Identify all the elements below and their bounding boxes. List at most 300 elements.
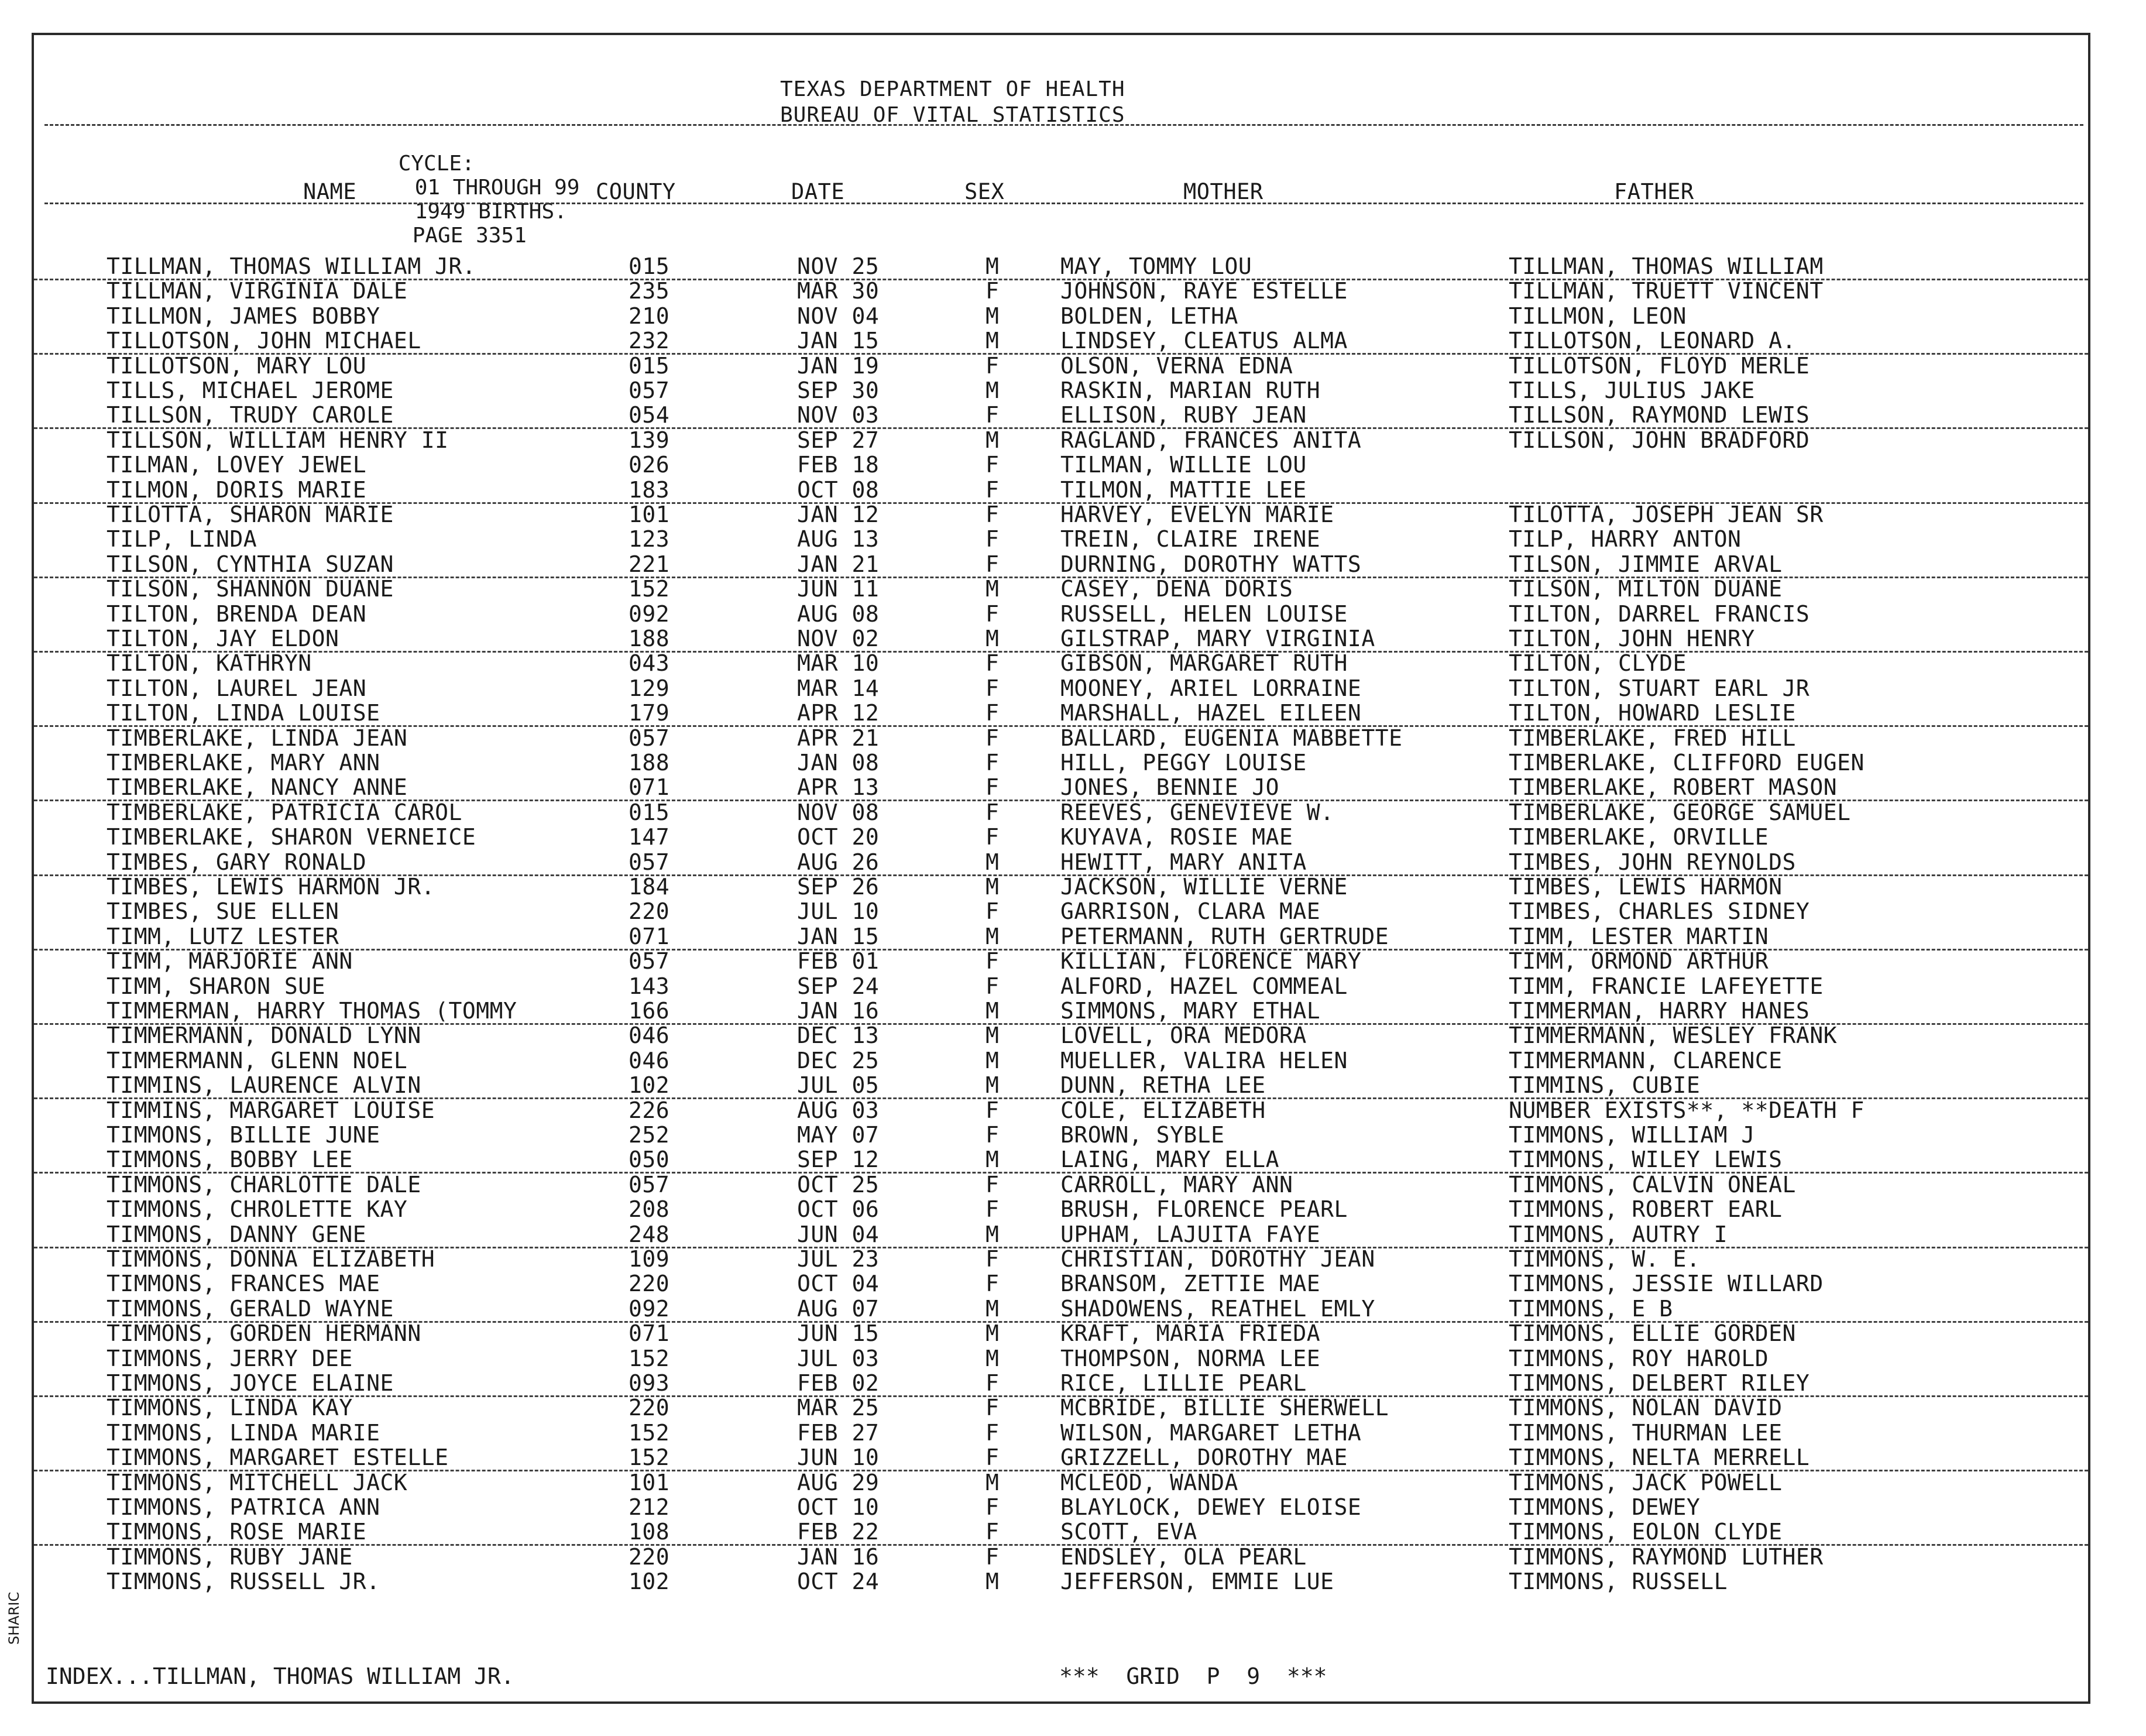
table-row	[34, 924, 2088, 951]
cycle-value: 01 THROUGH 99	[414, 176, 580, 200]
cell-name: TIMMINS, MARGARET LOUISE	[107, 1097, 435, 1123]
cell-name: TIMMONS, ROSE MARIE	[107, 1519, 367, 1545]
cell-name: TIMBERLAKE, SHARON VERNEICE	[107, 824, 476, 850]
table-row	[34, 626, 2088, 653]
cell-date: APR 13	[797, 774, 880, 801]
cell-mother: LAING, MARY ELLA	[1060, 1147, 1280, 1173]
cell-date: SEP 12	[797, 1147, 880, 1173]
cell-mother: RUSSELL, HELEN LOUISE	[1060, 601, 1348, 627]
cell-name: TILTON, BRENDA DEAN	[107, 601, 367, 627]
cell-father: TIMMONS, JESSIE WILLARD	[1509, 1271, 1824, 1297]
cell-name: TIMMONS, GERALD WAYNE	[107, 1295, 394, 1322]
table-row	[34, 949, 2088, 973]
cell-name: TIMMONS, BOBBY LEE	[107, 1147, 353, 1173]
cell-mother: GILSTRAP, MARY VIRGINIA	[1060, 626, 1375, 651]
cell-date: JUL 10	[797, 898, 880, 925]
cell-name: TIMBES, SUE ELLEN	[107, 898, 339, 925]
cell-name: TIMMONS, CHARLOTTE DALE	[107, 1171, 421, 1198]
cell-name: TILLMON, JAMES BOBBY	[107, 303, 380, 329]
cell-father: TIMM, LESTER MARTIN	[1509, 923, 1769, 949]
cell-name: TIMMONS, LINDA MARIE	[107, 1419, 380, 1446]
cell-county: 046	[629, 1047, 670, 1073]
cell-name: TIMMONS, LINDA KAY	[107, 1395, 353, 1421]
cell-sex: M	[986, 1072, 1000, 1099]
cell-date: JAN 12	[797, 502, 880, 527]
cell-county: 143	[629, 973, 670, 999]
cell-father: TIMMONS, EOLON CLYDE	[1509, 1519, 1783, 1545]
cell-county: 046	[629, 1023, 670, 1049]
cell-name: TIMMONS, MARGARET ESTELLE	[107, 1445, 449, 1471]
cell-name: TIMMONS, JOYCE ELAINE	[107, 1370, 394, 1396]
cell-county: 184	[629, 874, 670, 900]
cell-name: TILLSON, WILLIAM HENRY II	[107, 427, 449, 453]
cell-sex: M	[986, 849, 1000, 875]
table-row	[34, 1098, 2088, 1123]
cell-father: TIMMERMAN, HARRY HANES	[1509, 998, 1810, 1024]
cell-county: 235	[629, 278, 670, 304]
cell-name: TIMMONS, FRANCES MAE	[107, 1271, 380, 1297]
cell-father: TIMBES, LEWIS HARMON	[1509, 874, 1783, 900]
cell-sex: M	[986, 1569, 1000, 1595]
col-sex: SEX	[964, 179, 1005, 204]
table-row	[34, 1371, 2088, 1397]
cell-county: 071	[629, 923, 670, 949]
cell-date: NOV 25	[797, 253, 880, 279]
table-row	[34, 1073, 2088, 1099]
table-row	[34, 279, 2088, 303]
cell-sex: F	[986, 799, 1000, 825]
cell-sex: F	[986, 502, 1000, 527]
cell-father: TIMBES, JOHN REYNOLDS	[1509, 849, 1796, 875]
cell-name: TIMBERLAKE, PATRICIA CAROL	[107, 799, 462, 825]
cell-name: TIMMONS, JERRY DEE	[107, 1345, 353, 1371]
cell-father: TIMMONS, ROY HAROLD	[1509, 1345, 1769, 1371]
cell-county: 220	[629, 1395, 670, 1421]
cell-father: TIMMONS, WILEY LEWIS	[1509, 1147, 1783, 1173]
cell-mother: BRUSH, FLORENCE PEARL	[1060, 1196, 1348, 1223]
cell-date: SEP 24	[797, 973, 880, 999]
cell-county: 129	[629, 675, 670, 701]
cell-mother: JACKSON, WILLIE VERNE	[1060, 874, 1348, 900]
cell-mother: SIMMONS, MARY ETHAL	[1060, 998, 1321, 1024]
cell-mother: BLAYLOCK, DEWEY ELOISE	[1060, 1494, 1362, 1520]
cell-mother: BOLDEN, LETHA	[1060, 303, 1238, 329]
cell-mother: KUYAVA, ROSIE MAE	[1060, 824, 1293, 850]
table-row	[34, 527, 2088, 551]
cell-date: MAY 07	[797, 1122, 880, 1148]
cell-county: 188	[629, 626, 670, 651]
cell-mother: COLE, ELIZABETH	[1060, 1097, 1266, 1123]
report-sheet	[32, 33, 2090, 1704]
cell-county: 015	[629, 253, 670, 279]
cell-sex: M	[986, 626, 1000, 651]
cell-county: 179	[629, 700, 670, 726]
cell-name: TIMM, SHARON SUE	[107, 973, 326, 999]
cell-mother: HILL, PEGGY LOUISE	[1060, 750, 1307, 776]
footer-grid: *** GRID P 9 ***	[1059, 1663, 1327, 1689]
cell-sex: M	[986, 378, 1000, 403]
cell-father: TIMMONS, DEWEY	[1509, 1494, 1701, 1520]
table-row	[34, 577, 2088, 601]
cell-name: TILSON, CYNTHIA SUZAN	[107, 551, 394, 577]
table-row	[34, 1197, 2088, 1222]
cell-sex: F	[986, 526, 1000, 553]
cell-date: JUN 04	[797, 1221, 880, 1247]
cell-county: 109	[629, 1246, 670, 1272]
cell-mother: SHADOWENS, REATHEL EMLY	[1060, 1295, 1375, 1322]
cell-father: TIMMONS, WILLIAM J	[1509, 1122, 1755, 1148]
cell-name: TILTON, JAY ELDON	[107, 626, 339, 651]
cell-date: OCT 20	[797, 824, 880, 850]
cell-mother: PETERMANN, RUTH GERTRUDE	[1060, 923, 1389, 949]
cell-father: TILLS, JULIUS JAKE	[1509, 378, 1755, 403]
cell-mother: KRAFT, MARIA FRIEDA	[1060, 1320, 1321, 1347]
cell-name: TILMAN, LOVEY JEWEL	[107, 452, 367, 478]
cell-county: 057	[629, 725, 670, 751]
cell-mother: ENDSLEY, OLA PEARL	[1060, 1543, 1307, 1570]
cell-county: 102	[629, 1072, 670, 1099]
cell-county: 108	[629, 1519, 670, 1545]
table-row	[34, 676, 2088, 701]
cell-father: TIMBERLAKE, FRED HILL	[1509, 725, 1796, 751]
cell-sex: F	[986, 1370, 1000, 1396]
table-row	[34, 552, 2088, 578]
cell-mother: BRANSOM, ZETTIE MAE	[1060, 1271, 1321, 1297]
cell-mother: OLSON, VERNA EDNA	[1060, 352, 1293, 379]
cell-county: 015	[629, 352, 670, 379]
cell-date: DEC 13	[797, 1023, 880, 1049]
cell-mother: TREIN, CLAIRE IRENE	[1060, 526, 1321, 553]
cell-date: NOV 08	[797, 799, 880, 825]
table-row	[34, 378, 2088, 403]
table-row	[34, 1296, 2088, 1323]
cell-name: TIMMERMANN, DONALD LYNN	[107, 1023, 421, 1049]
cell-mother: LINDSEY, CLEATUS ALMA	[1060, 328, 1348, 354]
cell-date: JUN 10	[797, 1445, 880, 1471]
cell-county: 139	[629, 427, 670, 453]
cell-date: FEB 22	[797, 1519, 880, 1545]
cell-county: 152	[629, 576, 670, 602]
cell-father: TILTON, DARREL FRANCIS	[1509, 601, 1810, 627]
cell-name: TIMBES, GARY RONALD	[107, 849, 367, 875]
cycle-label: CYCLE:	[398, 152, 475, 176]
cell-county: 248	[629, 1221, 670, 1247]
cell-father: TIMM, FRANCIE LAFEYETTE	[1509, 973, 1824, 999]
cell-sex: F	[986, 824, 1000, 850]
cell-date: MAR 30	[797, 278, 880, 304]
cell-county: 101	[629, 1469, 670, 1495]
cell-mother: SCOTT, EVA	[1060, 1519, 1197, 1545]
cell-county: 226	[629, 1097, 670, 1123]
cell-date: OCT 04	[797, 1271, 880, 1297]
cell-sex: M	[986, 576, 1000, 602]
cell-county: 092	[629, 1295, 670, 1322]
cell-sex: F	[986, 352, 1000, 379]
cell-date: AUG 26	[797, 849, 880, 875]
table-row	[34, 750, 2088, 775]
cell-father: TIMMONS, RAYMOND LUTHER	[1509, 1543, 1824, 1570]
cell-name: TILLMAN, THOMAS WILLIAM JR.	[107, 253, 476, 279]
col-father: FATHER	[1614, 179, 1694, 204]
cell-name: TILP, LINDA	[107, 526, 257, 553]
cell-county: 183	[629, 476, 670, 503]
cell-sex: M	[986, 1345, 1000, 1371]
cell-county: 071	[629, 774, 670, 801]
cell-father: TIMM, ORMOND ARTHUR	[1509, 948, 1769, 975]
cell-sex: F	[986, 402, 1000, 428]
cell-county: 057	[629, 948, 670, 975]
table-row	[34, 1545, 2088, 1569]
cell-county: 057	[629, 1171, 670, 1198]
cell-father: TILTON, STUART EARL JR	[1509, 675, 1810, 701]
cell-sex: F	[986, 1171, 1000, 1198]
cell-name: TIMMONS, PATRICA ANN	[107, 1494, 380, 1520]
cell-date: SEP 27	[797, 427, 880, 453]
cell-father: TILTON, CLYDE	[1509, 650, 1687, 677]
cell-sex: F	[986, 1519, 1000, 1545]
cell-mother: ELLISON, RUBY JEAN	[1060, 402, 1307, 428]
cell-sex: F	[986, 1122, 1000, 1148]
cell-county: 220	[629, 1543, 670, 1570]
cell-county: 221	[629, 551, 670, 577]
cell-county: 071	[629, 1320, 670, 1347]
cell-father: TIMMONS, NELTA MERRELL	[1509, 1445, 1810, 1471]
cell-name: TIMM, LUTZ LESTER	[107, 923, 339, 949]
cell-county: 057	[629, 849, 670, 875]
cell-mother: WILSON, MARGARET LETHA	[1060, 1419, 1362, 1446]
cell-sex: F	[986, 750, 1000, 776]
cell-date: DEC 25	[797, 1047, 880, 1073]
cell-name: TILLOTSON, JOHN MICHAEL	[107, 328, 421, 354]
cell-sex: F	[986, 1097, 1000, 1123]
cell-date: JUN 11	[797, 576, 880, 602]
cell-county: 092	[629, 601, 670, 627]
cell-sex: M	[986, 328, 1000, 354]
cell-date: OCT 10	[797, 1494, 880, 1520]
table-row	[34, 328, 2088, 355]
cell-father: NUMBER EXISTS**, **DEATH F	[1509, 1097, 1865, 1123]
cell-date: AUG 03	[797, 1097, 880, 1123]
cell-name: TIMBERLAKE, MARY ANN	[107, 750, 380, 776]
table-row	[34, 502, 2088, 527]
cell-sex: M	[986, 923, 1000, 949]
cell-county: 220	[629, 1271, 670, 1297]
cell-mother: HARVEY, EVELYN MARIE	[1060, 502, 1334, 527]
cell-sex: M	[986, 1147, 1000, 1173]
cell-sex: F	[986, 1395, 1000, 1421]
header-agency: TEXAS DEPARTMENT OF HEALTH	[780, 77, 1125, 101]
cell-name: TIMMONS, GORDEN HERMANN	[107, 1320, 421, 1347]
cell-county: 152	[629, 1419, 670, 1446]
table-row	[34, 800, 2088, 825]
cell-mother: LOVELL, ORA MEDORA	[1060, 1023, 1307, 1049]
cell-sex: M	[986, 1295, 1000, 1322]
cell-county: 123	[629, 526, 670, 553]
cell-date: NOV 04	[797, 303, 880, 329]
cell-date: FEB 01	[797, 948, 880, 975]
cell-date: JUL 03	[797, 1345, 880, 1371]
table-row	[34, 1247, 2088, 1271]
cell-father: TIMBERLAKE, GEORGE SAMUEL	[1509, 799, 1851, 825]
cell-date: MAR 25	[797, 1395, 880, 1421]
cell-sex: F	[986, 650, 1000, 677]
cell-sex: F	[986, 675, 1000, 701]
table-row	[34, 775, 2088, 801]
cell-name: TILTON, LAUREL JEAN	[107, 675, 367, 701]
cell-father: TILLSON, JOHN BRADFORD	[1509, 427, 1810, 453]
cell-father: TILSON, JIMMIE ARVAL	[1509, 551, 1783, 577]
cell-sex: M	[986, 253, 1000, 279]
cell-mother: JOHNSON, RAYE ESTELLE	[1060, 278, 1348, 304]
table-row	[34, 1519, 2088, 1546]
births-label: 1949 BIRTHS.	[414, 200, 567, 224]
cell-county: 057	[629, 378, 670, 403]
cell-name: TILMON, DORIS MARIE	[107, 476, 367, 503]
cell-mother: CARROLL, MARY ANN	[1060, 1171, 1293, 1198]
table-row	[34, 1346, 2088, 1371]
cell-county: 188	[629, 750, 670, 776]
cell-father: TIMMONS, ELLIE GORDEN	[1509, 1320, 1796, 1347]
cell-father: TIMMONS, ROBERT EARL	[1509, 1196, 1783, 1223]
cell-father: TIMMONS, DELBERT RILEY	[1509, 1370, 1810, 1396]
cell-mother: JEFFERSON, EMMIE LUE	[1060, 1569, 1334, 1595]
cell-county: 043	[629, 650, 670, 677]
cell-mother: BROWN, SYBLE	[1060, 1122, 1225, 1148]
cell-date: JAN 21	[797, 551, 880, 577]
table-row	[34, 1321, 2088, 1346]
cell-name: TIMMONS, RUSSELL JR.	[107, 1569, 380, 1595]
cell-father: TIMMERMANN, WESLEY FRANK	[1509, 1023, 1838, 1049]
cell-date: SEP 30	[797, 378, 880, 403]
cell-sex: M	[986, 998, 1000, 1024]
cell-name: TIMMONS, DONNA ELIZABETH	[107, 1246, 435, 1272]
cell-mother: DUNN, RETHA LEE	[1060, 1072, 1266, 1099]
cell-date: APR 12	[797, 700, 880, 726]
cell-sex: F	[986, 452, 1000, 478]
table-row	[34, 1023, 2088, 1048]
cell-name: TIMMERMAN, HARRY THOMAS (TOMMY	[107, 998, 517, 1024]
table-row	[34, 899, 2088, 924]
cell-sex: F	[986, 1196, 1000, 1223]
cell-name: TIMMERMANN, GLENN NOEL	[107, 1047, 408, 1073]
cell-date: JUL 23	[797, 1246, 880, 1272]
cell-sex: F	[986, 476, 1000, 503]
cell-name: TILTON, KATHRYN	[107, 650, 312, 677]
cell-father: TIMMONS, E B	[1509, 1295, 1673, 1322]
cell-father: TILOTTA, JOSEPH JEAN SR	[1509, 502, 1824, 527]
page-label: PAGE 3351	[412, 224, 527, 248]
cell-sex: F	[986, 700, 1000, 726]
cell-date: OCT 25	[797, 1171, 880, 1198]
cell-mother: GARRISON, CLARA MAE	[1060, 898, 1321, 925]
table-row	[34, 1470, 2088, 1495]
cell-father: TIMMONS, CALVIN ONEAL	[1509, 1171, 1796, 1198]
header-rule	[44, 124, 2083, 126]
table-row	[34, 1495, 2088, 1519]
cell-sex: F	[986, 774, 1000, 801]
col-mother: MOTHER	[1183, 179, 1263, 204]
cell-mother: RICE, LILLIE PEARL	[1060, 1370, 1307, 1396]
cell-father: TILSON, MILTON DUANE	[1509, 576, 1783, 602]
footer-index: INDEX...TILLMAN, THOMAS WILLIAM JR.	[46, 1663, 514, 1689]
table-row	[34, 452, 2088, 477]
cell-county: 093	[629, 1370, 670, 1396]
cell-mother: MUELLER, VALIRA HELEN	[1060, 1047, 1348, 1073]
cell-mother: UPHAM, LAJUITA FAYE	[1060, 1221, 1321, 1247]
cell-sex: M	[986, 1047, 1000, 1073]
cell-county: 166	[629, 998, 670, 1024]
cell-father: TIMMONS, W. E.	[1509, 1246, 1701, 1272]
cell-sex: M	[986, 1023, 1000, 1049]
cell-date: SEP 26	[797, 874, 880, 900]
cell-name: TIMM, MARJORIE ANN	[107, 948, 353, 975]
cell-date: JAN 16	[797, 1543, 880, 1570]
cell-father: TIMMONS, JACK POWELL	[1509, 1469, 1783, 1495]
cell-county: 026	[629, 452, 670, 478]
cell-sex: M	[986, 1221, 1000, 1247]
cell-father: TILLMAN, TRUETT VINCENT	[1509, 278, 1824, 304]
cell-date: AUG 08	[797, 601, 880, 627]
cell-name: TILLMAN, VIRGINIA DALE	[107, 278, 408, 304]
cell-father: TILLMON, LEON	[1509, 303, 1687, 329]
cell-mother: DURNING, DOROTHY WATTS	[1060, 551, 1362, 577]
table-row	[34, 1395, 2088, 1420]
cell-county: 152	[629, 1345, 670, 1371]
cell-name: TILTON, LINDA LOUISE	[107, 700, 380, 726]
cell-date: JUN 15	[797, 1320, 880, 1347]
table-row	[34, 478, 2088, 504]
cell-mother: GRIZZELL, DOROTHY MAE	[1060, 1445, 1348, 1471]
cell-father: TIMBES, CHARLES SIDNEY	[1509, 898, 1810, 925]
table-row	[34, 874, 2088, 899]
table-row	[34, 1222, 2088, 1248]
cell-sex: F	[986, 1271, 1000, 1297]
cell-name: TILOTTA, SHARON MARIE	[107, 502, 394, 527]
cell-father: TILLSON, RAYMOND LEWIS	[1509, 402, 1810, 428]
table-row	[34, 999, 2088, 1025]
cell-father: TILLMAN, THOMAS WILLIAM	[1509, 253, 1824, 279]
cell-date: AUG 07	[797, 1295, 880, 1322]
cell-county: 147	[629, 824, 670, 850]
cell-father: TIMBERLAKE, CLIFFORD EUGEN	[1509, 750, 1865, 776]
cell-date: JAN 19	[797, 352, 880, 379]
cell-date: OCT 08	[797, 476, 880, 503]
table-row	[34, 1048, 2088, 1073]
cell-mother: ALFORD, HAZEL COMMEAL	[1060, 973, 1348, 999]
table-row	[34, 403, 2088, 429]
table-row	[34, 1123, 2088, 1147]
cell-name: TIMMINS, LAURENCE ALVIN	[107, 1072, 421, 1099]
cell-sex: F	[986, 1246, 1000, 1272]
cell-father: TIMMONS, AUTRY I	[1509, 1221, 1728, 1247]
cell-mother: TILMAN, WILLIE LOU	[1060, 452, 1307, 478]
cell-father: TIMMERMANN, CLARENCE	[1509, 1047, 1783, 1073]
cell-mother: REEVES, GENEVIEVE W.	[1060, 799, 1334, 825]
col-name: NAME	[303, 179, 357, 204]
cell-name: TIMBERLAKE, NANCY ANNE	[107, 774, 408, 801]
table-row	[34, 701, 2088, 727]
cell-mother: JONES, BENNIE JO	[1060, 774, 1280, 801]
table-row	[34, 354, 2088, 378]
cell-father: TIMBERLAKE, ROBERT MASON	[1509, 774, 1838, 801]
cell-sex: F	[986, 725, 1000, 751]
cell-father: TILLOTSON, FLOYD MERLE	[1509, 352, 1810, 379]
cell-mother: KILLIAN, FLORENCE MARY	[1060, 948, 1362, 975]
cell-date: JUL 05	[797, 1072, 880, 1099]
table-row	[34, 1147, 2088, 1174]
table-row	[34, 428, 2088, 452]
cell-name: TIMBES, LEWIS HARMON JR.	[107, 874, 435, 900]
